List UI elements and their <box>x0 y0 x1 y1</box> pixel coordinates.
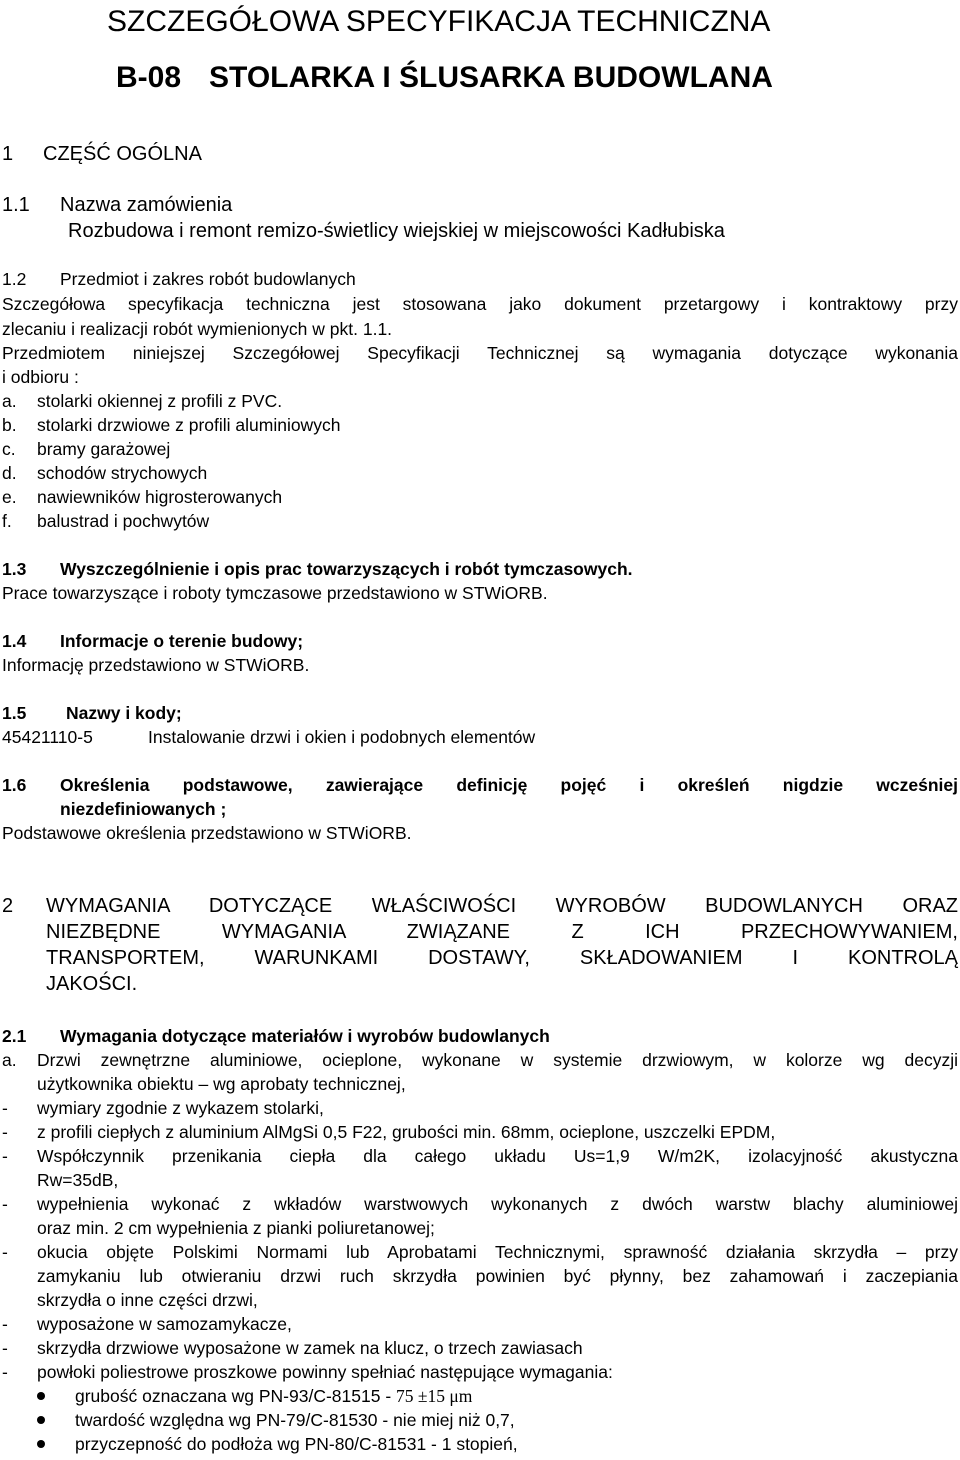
section-1-6-heading: 1.6 Określenia podstawowe, zawierające definicję pojęć i określeń nigdzie wcześniej <box>2 775 958 795</box>
paragraph-line: i odbioru : <box>2 367 79 387</box>
paragraph-line: Informację przedstawiono w STWiORB. <box>2 655 310 675</box>
paragraph-line: Drzwi zewnętrzne aluminiowe, ocieplone, wykonane w systemie drzwiowym, w kolorze wg decyzji <box>37 1050 958 1070</box>
list-item: wypełnienia wykonać z wkładów warstwowych wykonanych z dwóch warstw blachy aluminiowej <box>37 1194 958 1214</box>
bullet-icon <box>37 1440 45 1448</box>
dash-mark: - <box>2 1146 8 1166</box>
bullet-icon <box>37 1392 45 1400</box>
list-item: Współczynnik przenikania ciepła dla całego układu Us=1,9 W/m2K, izolacyjność akustyczna <box>37 1146 958 1166</box>
section-1-4-heading: 1.4 Informacje o terenie budowy; <box>2 631 304 651</box>
section-2-heading: JAKOŚCI. <box>46 973 138 995</box>
dash-mark: - <box>2 1338 8 1358</box>
section-2-heading: TRANSPORTEM, WARUNKAMI DOSTAWY, SKŁADOWANIEM I KONTROLĄ <box>46 947 958 969</box>
list-item: b. stolarki drzwiowe z profili aluminiowych <box>2 415 341 435</box>
section-2-number: 2 <box>2 895 14 917</box>
list-item: e. nawiewników higrosterowanych <box>2 487 283 507</box>
dash-mark: - <box>2 1362 8 1382</box>
document-title: SZCZEGÓŁOWA SPECYFIKACJA TECHNICZNA <box>107 5 771 38</box>
paragraph-line: Przedmiotem niniejszej Szczegółowej Specyfikacji Technicznej są wymagania dotyczące wykonania <box>2 343 958 363</box>
paragraph-line: Podstawowe określenia przedstawiono w STWiORB. <box>2 823 412 843</box>
list-item: zamykaniu lub otwieraniu drzwi ruch skrzydła powinien być płynny, bez zahamowań i zaczepiania <box>37 1266 958 1286</box>
list-item: wymiary zgodnie z wykazem stolarki, <box>37 1098 324 1118</box>
list-item: oraz min. 2 cm wypełnienia z pianki poliuretanowej; <box>37 1218 435 1238</box>
section-1-2-heading: 1.2 Przedmiot i zakres robót budowlanych <box>2 269 356 289</box>
paragraph-line: zlecaniu i realizacji robót wymienionych w pkt. 1.1. <box>2 319 393 339</box>
bullet-icon <box>37 1416 45 1424</box>
bullet-item: twardość względna wg PN-79/C-81530 - nie miej niż 0,7, <box>75 1410 515 1430</box>
list-item: wyposażone w samozamykacze, <box>37 1314 292 1334</box>
list-item: c. bramy garażowej <box>2 439 171 459</box>
dash-mark: - <box>2 1242 8 1262</box>
section-1-1-heading: 1.1 Nazwa zamówienia <box>2 194 233 216</box>
bullet-item: przyczepność do podłoża wg PN-80/C-81531 - 1 stopień, <box>75 1434 518 1454</box>
list-item: skrzydła o inne części drzwi, <box>37 1290 258 1310</box>
item-mark: a. <box>2 1050 17 1070</box>
section-1-3-heading: 1.3 Wyszczególnienie i opis prac towarzyszących i robót tymczasowych. <box>2 559 633 579</box>
dash-mark: - <box>2 1098 8 1118</box>
code-row: 45421110-5 Instalowanie drzwi i okien i podobnych elementów <box>2 727 536 747</box>
spec-name: STOLARKA I ŚLUSARKA BUDOWLANA <box>209 61 773 94</box>
section-2-heading: WYMAGANIA DOTYCZĄCE WŁAŚCIWOŚCI WYROBÓW BUDOWLANYCH ORAZ <box>46 895 958 917</box>
list-item: d. schodów strychowych <box>2 463 208 483</box>
cpv-code: 45421110-5 <box>2 727 93 747</box>
paragraph-line: Szczegółowa specyfikacja techniczna jest stosowana jako dokument przetargowy i kontraktowy przy <box>2 294 958 314</box>
list-item: a. stolarki okiennej z profili z PVC. <box>2 391 283 411</box>
paragraph-line: użytkownika obiektu – wg aprobaty technicznej, <box>37 1074 406 1094</box>
list-item: powłoki poliestrowe proszkowe powinny spełniać następujące wymagania: <box>37 1362 613 1382</box>
section-1-5-heading: 1.5 Nazwy i kody; <box>2 703 182 723</box>
spec-title <box>116 60 773 96</box>
order-name: Rozbudowa i remont remizo-świetlicy wiejskiej w miejscowości Kadłubiska <box>68 220 725 242</box>
spec-code: B-08 <box>116 61 182 94</box>
section-2-heading: NIEZBĘDNE WYMAGANIA ZWIĄZANE Z ICH PRZECHOWYWANIEM, <box>46 921 958 943</box>
dash-mark: - <box>2 1314 8 1334</box>
section-2-1-heading: 2.1 Wymagania dotyczące materiałów i wyrobów budowlanych <box>2 1026 550 1046</box>
list-item: f. balustrad i pochwytów <box>2 511 210 531</box>
paragraph-line: Prace towarzyszące i roboty tymczasowe przedstawiono w STWiORB. <box>2 583 548 603</box>
list-item: skrzydła drzwiowe wyposażone w zamek na klucz, o trzech zawiasach <box>37 1338 583 1358</box>
section-1-6-heading-cont: niezdefiniowanych ; <box>60 799 227 819</box>
dash-mark: - <box>2 1122 8 1142</box>
list-item: okucia objęte Polskimi Normami lub Aprobatami Technicznymi, sprawność działania skrzydła – przy <box>37 1242 958 1262</box>
list-item: z profili ciepłych z aluminium AlMgSi 0,5 F22, grubości min. 68mm, ocieplone, uszczelki EPDM, <box>37 1122 776 1142</box>
section-1-heading: 1 CZĘŚĆ OGÓLNA <box>2 143 202 165</box>
list-item: Rw=35dB, <box>37 1170 119 1190</box>
dash-mark: - <box>2 1194 8 1214</box>
bullet-item: grubość oznaczana wg PN-93/C-81515 - 75 ±15 μm <box>75 1386 473 1406</box>
